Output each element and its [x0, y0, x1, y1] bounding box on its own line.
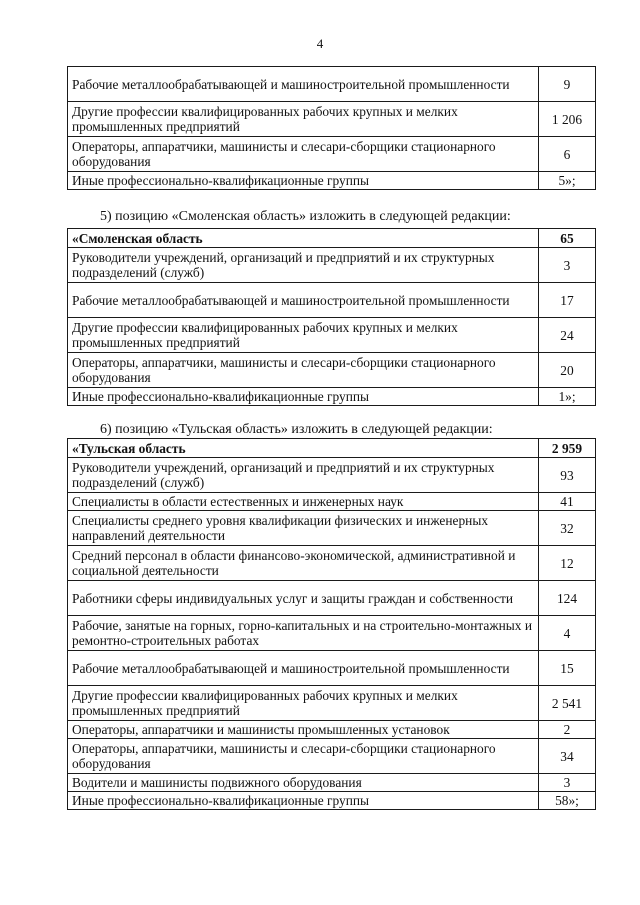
table-row [68, 137, 596, 172]
table-row [68, 511, 596, 546]
row-name: Другие профессии квалифицированных рабочих крупных и мелких промышленных предприятий [68, 102, 539, 137]
region-total: 2 959 [539, 439, 596, 458]
row-value: 93 [539, 458, 596, 493]
tula-table [67, 438, 596, 810]
table-row [68, 458, 596, 493]
continuation-table [67, 66, 596, 190]
section-6-intro: 6) позицию «Тульская область» изложить в следующей редакции: [100, 422, 493, 437]
row-name: Специалисты среднего уровня квалификации физических и инженерных направлений деятельности [68, 511, 539, 546]
table-row [68, 318, 596, 353]
row-value: 1 206 [539, 102, 596, 137]
table-row [68, 616, 596, 651]
row-value: 20 [539, 353, 596, 388]
table-row [68, 651, 596, 686]
row-name: Рабочие металлообрабатывающей и машиностроительной промышленности [68, 67, 539, 102]
row-value: 58»; [539, 792, 596, 810]
table-row [68, 739, 596, 774]
row-value: 9 [539, 67, 596, 102]
region-name: «Смоленская область [68, 229, 539, 248]
row-name: Другие профессии квалифицированных рабочих крупных и мелких промышленных предприятий [68, 318, 539, 353]
row-name: Рабочие, занятые на горных, горно-капитальных и на строительно-монтажных и ремонтно-строительных работах [68, 616, 539, 651]
row-name: Иные профессионально-квалификационные группы [68, 792, 539, 810]
row-value: 124 [539, 581, 596, 616]
row-value: 41 [539, 493, 596, 511]
table-row [68, 248, 596, 283]
row-name: Операторы, аппаратчики, машинисты и слесари-сборщики стационарного оборудования [68, 137, 539, 172]
row-value: 2 541 [539, 686, 596, 721]
row-name: Средний персонал в области финансово-экономической, административной и социальной деятельности [68, 546, 539, 581]
row-name: Операторы, аппаратчики, машинисты и слесари-сборщики стационарного оборудования [68, 739, 539, 774]
section-5-intro: 5) позицию «Смоленская область» изложить в следующей редакции: [100, 209, 511, 224]
row-value: 1»; [539, 388, 596, 406]
table-row [68, 102, 596, 137]
table-header-row [68, 229, 596, 248]
row-value: 6 [539, 137, 596, 172]
row-value: 4 [539, 616, 596, 651]
region-total: 65 [539, 229, 596, 248]
row-name: Рабочие металлообрабатывающей и машиностроительной промышленности [68, 283, 539, 318]
row-name: Водители и машинисты подвижного оборудования [68, 774, 539, 792]
page-number: 4 [316, 36, 324, 51]
smolensk-table [67, 228, 596, 406]
row-value: 5»; [539, 172, 596, 190]
row-value: 24 [539, 318, 596, 353]
row-name: Специалисты в области естественных и инженерных наук [68, 493, 539, 511]
table-row [68, 493, 596, 511]
table-row [68, 774, 596, 792]
row-value: 34 [539, 739, 596, 774]
table-row [68, 67, 596, 102]
table-row [68, 388, 596, 406]
row-name: Операторы, аппаратчики, машинисты и слесари-сборщики стационарного оборудования [68, 353, 539, 388]
table-row [68, 721, 596, 739]
row-name: Рабочие металлообрабатывающей и машиностроительной промышленности [68, 651, 539, 686]
row-name: Работники сферы индивидуальных услуг и защиты граждан и собственности [68, 581, 539, 616]
row-value: 12 [539, 546, 596, 581]
row-name: Иные профессионально-квалификационные группы [68, 388, 539, 406]
table-row [68, 581, 596, 616]
table-row [68, 172, 596, 190]
row-value: 3 [539, 774, 596, 792]
table-row [68, 353, 596, 388]
row-name: Другие профессии квалифицированных рабочих крупных и мелких промышленных предприятий [68, 686, 539, 721]
region-name: «Тульская область [68, 439, 539, 458]
row-name: Руководители учреждений, организаций и предприятий и их структурных подразделений (служб) [68, 458, 539, 493]
table-row [68, 792, 596, 810]
row-value: 15 [539, 651, 596, 686]
row-value: 3 [539, 248, 596, 283]
table-row [68, 686, 596, 721]
table-header-row [68, 439, 596, 458]
row-name: Операторы, аппаратчики и машинисты промышленных установок [68, 721, 539, 739]
row-value: 32 [539, 511, 596, 546]
row-value: 2 [539, 721, 596, 739]
table-row [68, 546, 596, 581]
row-name: Руководители учреждений, организаций и предприятий и их структурных подразделений (служб) [68, 248, 539, 283]
row-value: 17 [539, 283, 596, 318]
table-row [68, 283, 596, 318]
row-name: Иные профессионально-квалификационные группы [68, 172, 539, 190]
